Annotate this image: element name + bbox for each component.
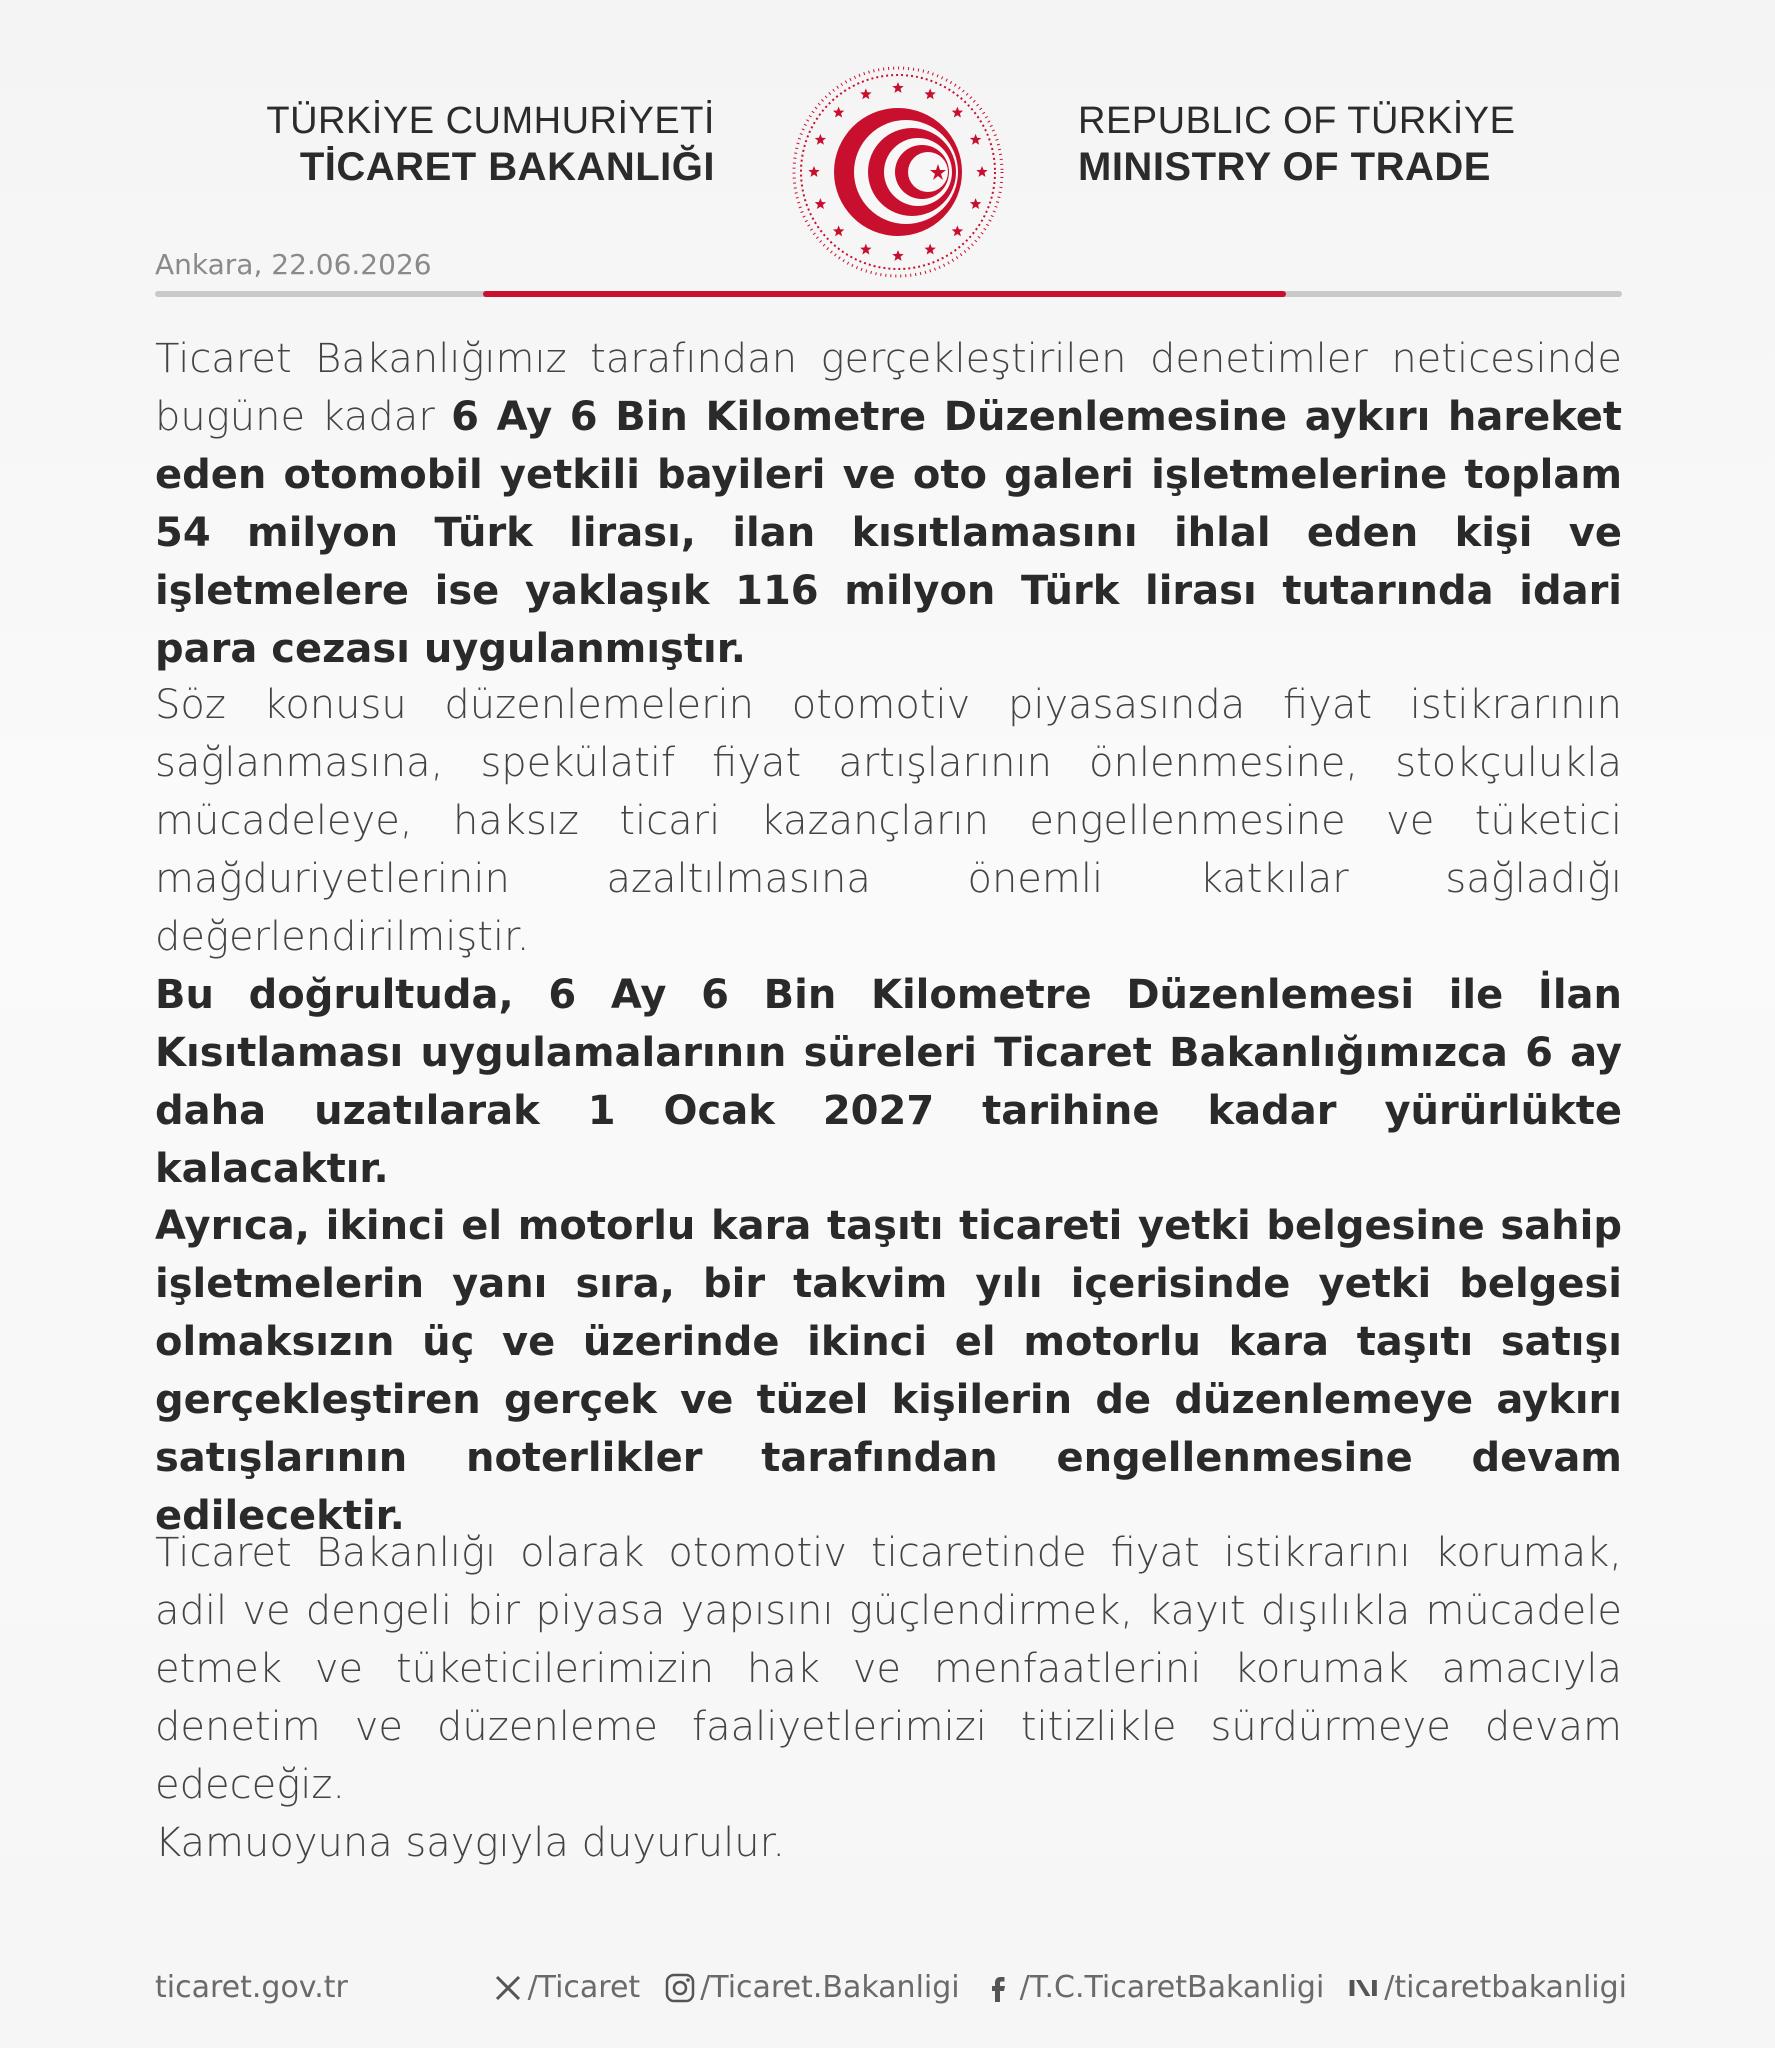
emblem-star: [952, 107, 963, 118]
press-release-date: Ankara, 22.06.2026: [155, 248, 432, 281]
emblem-star: [833, 225, 844, 236]
emblem-star: [952, 225, 963, 236]
emblem-star: [833, 107, 844, 118]
social-link-facebook[interactable]: [984, 1970, 1325, 2005]
emblem-star: [970, 134, 981, 145]
social-handle-nsosyal: /ticaretbakanligi: [1384, 1970, 1627, 2005]
emblem-star: [892, 82, 903, 93]
emblem-star: [892, 250, 903, 261]
letterhead: [0, 0, 1775, 260]
republic-name-en: REPUBLIC OF TÜRKİYE: [1078, 100, 1516, 142]
facebook-icon: [984, 1972, 1016, 2004]
x-icon: [492, 1972, 524, 2004]
social-link-nsosyal[interactable]: [1348, 1970, 1627, 2005]
footer: [155, 1966, 1627, 2016]
emblem-star: [808, 166, 819, 177]
emblem-star: [970, 198, 981, 209]
ministry-emblem-icon: [788, 62, 1008, 282]
social-link-instagram[interactable]: [664, 1970, 959, 2005]
social-handle-facebook: /T.C.TicaretBakanligi: [1019, 1970, 1325, 2005]
social-handle-instagram: /Ticaret.Bakanligi: [700, 1970, 960, 2005]
social-link-x[interactable]: [492, 1970, 641, 2005]
paragraph-penalties-intro: Ticaret Bakanlığımız tarafından gerçekleştirilen denetimler neticesinde bugüne kadar: [155, 336, 1622, 440]
paragraph-penalties-emphasis: 6 Ay 6 Bin Kilometre Düzenlemesine aykırı hareket eden otomobil yetkili bayileri ve oto galeri işletmelerine toplam 54 milyon Türk lirası, ilan kısıtlamasını ihlal eden kişi ve işletmelere ise yaklaşık 116 milyon Türk lirası tutarında idari para cezası uygulanmıştır.: [155, 394, 1622, 672]
ministry-name-tr: [266, 100, 715, 190]
republic-name-tr: TÜRKİYE CUMHURİYETİ: [266, 100, 715, 142]
emblem-star: [924, 244, 935, 255]
emblem-star: [860, 88, 871, 99]
paragraph-assessment: Söz konusu düzenlemelerin otomotiv piyasasında fiyat istikrarının sağlanmasına, spekülatif fiyat artışlarının önlenmesine, stokçulukla mücadeleye, haksız ticari kazançların engellenmesine ve tüketici mağduriyetlerinin azaltılmasına önemli katkılar sağladığı değerlendirilmiştir.: [155, 682, 1622, 960]
website-link[interactable]: ticaret.gov.tr: [155, 1970, 348, 2005]
emblem-star: [976, 166, 987, 177]
paragraph-penalties: [155, 330, 1622, 678]
paragraph-extension: Bu doğrultuda, 6 Ay 6 Bin Kilometre Düzenlemesi ile İlan Kısıtlaması uygulamalarının süreleri Ticaret Bakanlığımızca 6 ay daha uzatılarak 1 Ocak 2027 tarihine kadar yürürlükte kalacaktır.: [155, 972, 1622, 1192]
paragraph-commitment: Ticaret Bakanlığı olarak otomotiv ticaretinde fiyat istikrarını korumak, adil ve dengeli bir piyasa yapısını güçlendirmek, kayıt dışılıkla mücadele etmek ve tüketicilerimizin hak ve menfaatlerini korumak amacıyla denetim ve düzenleme faaliyetlerimizi titizlikle sürdürmeye devam edeceğiz.: [155, 1530, 1622, 1808]
paragraph-notary: Ayrıca, ikinci el motorlu kara taşıtı ticareti yetki belgesine sahip işletmelerin yanı sıra, bir takvim yılı içerisinde yetki belgesi olmaksızın üç ve üzerinde ikinci el motorlu kara taşıtı satışı gerçekleştiren gerçek ve tüzel kişilerin de düzenlemeye aykırı satışlarının noterlikler tarafından engellenmesine devam edilecektir.: [155, 1203, 1622, 1539]
social-handle-x: /Ticaret: [527, 1970, 641, 2005]
instagram-icon: [664, 1972, 696, 2004]
emblem-star: [815, 134, 826, 145]
paragraph-closing: Kamuoyuna saygıyla duyurulur.: [155, 1820, 786, 1866]
emblem-star: [860, 244, 871, 255]
ministry-title-en: MINISTRY OF TRADE: [1078, 144, 1491, 189]
header-divider-accent: [483, 291, 1286, 297]
emblem-star: [815, 198, 826, 209]
ministry-name-en: [1078, 100, 1515, 190]
nsosyal-icon: [1348, 1972, 1380, 2004]
social-links: [492, 1970, 1627, 2005]
ministry-title-tr: TİCARET BAKANLIĞI: [299, 144, 715, 189]
emblem-star: [924, 88, 935, 99]
